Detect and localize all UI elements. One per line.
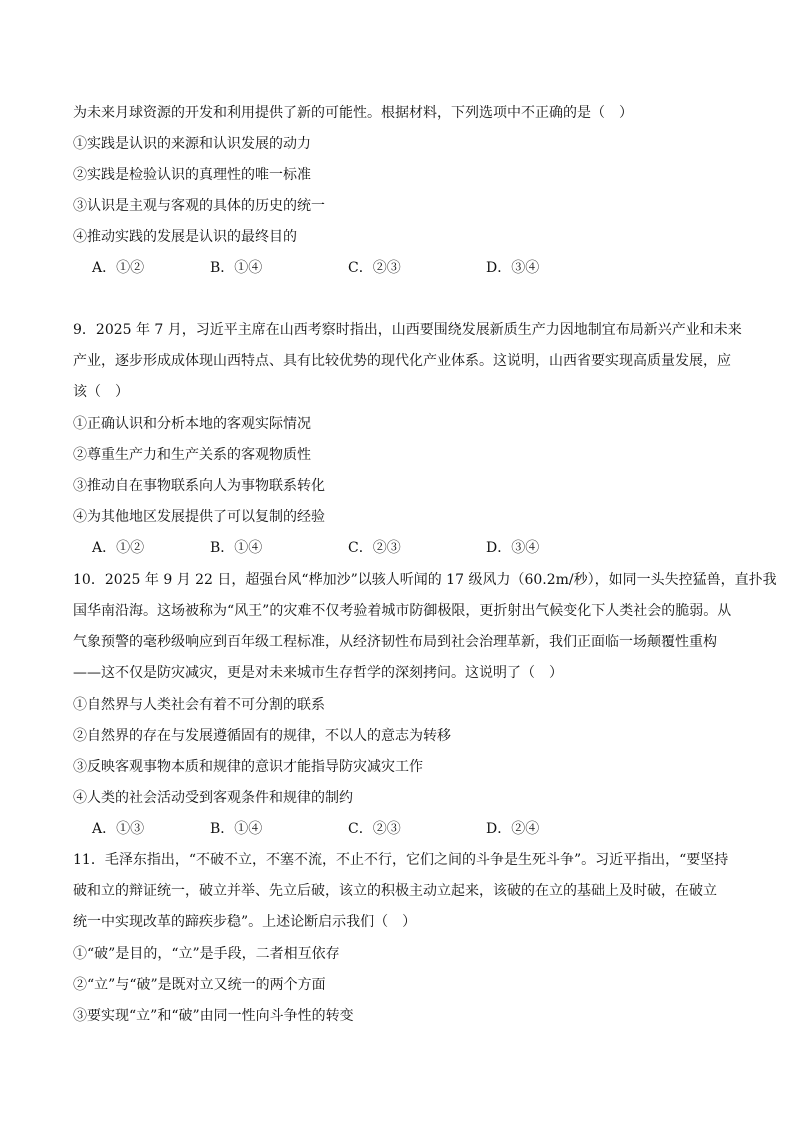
q10-stem-line-4: ——这不仅是防灾减灾，更是对未来城市生存哲学的深刻拷问。这说明了（ ）	[73, 665, 563, 681]
q8-option-c[interactable]: C．②③	[348, 260, 401, 276]
q10-option-d[interactable]: D．②④	[486, 821, 540, 837]
q10-option-a[interactable]: A．①③	[92, 821, 145, 837]
q9-item-4: ④为其他地区发展提供了可以复制的经验	[73, 509, 325, 525]
q9-stem-line-1: 9．2025 年 7 月，习近平主席在山西考察时指出，山西要围绕发展新质生产力因地制宜布局新兴产业和未来	[73, 322, 742, 338]
q9-item-3: ③推动自在事物联系向人为事物联系转化	[73, 478, 325, 494]
q11-stem-line-3: 统一中实现改革的蹄疾步稳”。上述论断启示我们（ ）	[73, 914, 417, 930]
q9-option-a[interactable]: A．①②	[92, 540, 145, 556]
q8-item-2: ②实践是检验认识的真理性的唯一标准	[73, 167, 311, 183]
q11-stem-line-2: 破和立的辩证统一，破立并举、先立后破，该立的积极主动立起来，该破的在立的基础上及时破，在破立	[73, 883, 717, 899]
q10-stem-line-1: 10．2025 年 9 月 22 日，超强台风“桦加沙”以骇人听闻的 17 级风力（60.2m/秒），如同一头失控猛兽，直扑我	[73, 572, 777, 588]
q9-stem-line-3: 该（ ）	[73, 384, 129, 400]
q9-stem-line-2: 产业，逐步形成成体现山西特点、具有比较优势的现代化产业体系。这说明，山西省要实现高质量发展，应	[73, 353, 731, 369]
q11-item-1: ①“破”是目的，“立”是手段，二者相互依存	[73, 946, 340, 962]
q8-item-1: ①实践是认识的来源和认识发展的动力	[73, 136, 311, 152]
q8-option-b[interactable]: B．①④	[210, 260, 263, 276]
q10-item-3: ③反映客观事物本质和规律的意识才能指导防灾减灾工作	[73, 759, 423, 775]
q10-option-c[interactable]: C．②③	[348, 821, 401, 837]
q10-stem-line-2: 国华南沿海。这场被称为“风王”的灾难不仅考验着城市防御极限，更折射出气候变化下人类社会的脆弱。从	[73, 603, 732, 619]
q8-option-a[interactable]: A．①②	[92, 260, 145, 276]
q11-item-2: ②“立”与“破”是既对立又统一的两个方面	[73, 977, 326, 993]
q8-option-d[interactable]: D．③④	[486, 260, 540, 276]
q8-item-4: ④推动实践的发展是认识的最终目的	[73, 229, 297, 245]
q10-item-4: ④人类的社会活动受到客观条件和规律的制约	[73, 790, 353, 806]
q8-stem-tail: 为未来月球资源的开发和利用提供了新的可能性。根据材料，下列选项中不正确的是（ ）	[73, 105, 633, 121]
q9-option-b[interactable]: B．①④	[210, 540, 263, 556]
q9-item-1: ①正确认识和分析本地的客观实际情况	[73, 416, 311, 432]
q10-item-2: ②自然界的存在与发展遵循固有的规律，不以人的意志为转移	[73, 728, 451, 744]
q9-option-d[interactable]: D．③④	[486, 540, 540, 556]
q11-stem-line-1: 11．毛泽东指出，“不破不立，不塞不流，不止不行，它们之间的斗争是生死斗争”。习近平指出，“要坚持	[73, 852, 729, 868]
q11-item-3: ③要实现“立”和“破”由同一性向斗争性的转变	[73, 1008, 354, 1024]
q10-stem-line-3: 气象预警的毫秒级响应到百年级工程标准，从经济韧性布局到社会治理革新，我们正面临一场颠覆性重构	[73, 634, 717, 650]
q10-item-1: ①自然界与人类社会有着不可分割的联系	[73, 697, 325, 713]
q10-option-b[interactable]: B．①④	[210, 821, 263, 837]
q9-item-2: ②尊重生产力和生产关系的客观物质性	[73, 447, 311, 463]
q9-option-c[interactable]: C．②③	[348, 540, 401, 556]
q8-item-3: ③认识是主观与客观的具体的历史的统一	[73, 198, 325, 214]
